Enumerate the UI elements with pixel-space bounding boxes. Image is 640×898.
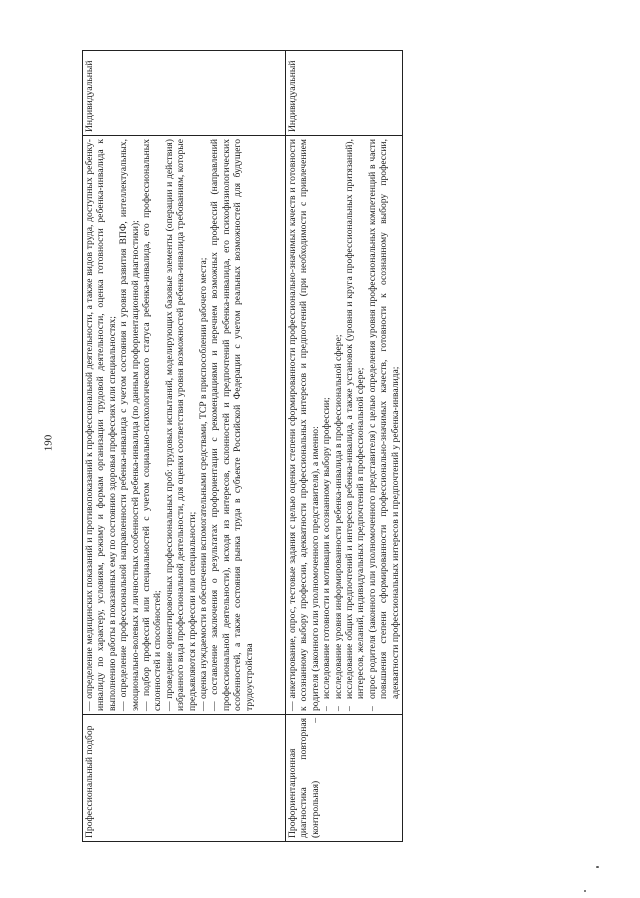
services-table [82,50,403,842]
service-type: Индивидуальный [84,60,95,132]
list-item-text: исследование уровня информированности ребенка-инвалида в профессиональной сфере; [332,334,344,699]
list-item [367,139,401,711]
list-item-text: опрос родителя (законного или уполномоченного представителя) с целью определения уровня профессиональных компетенций в части повышения степени сформированности профессионально-значимых качеств, готовности к осознанному выбору профессии, адекватности профессиональных интересов и предпочтений у ребенка-инвалида; [366,139,401,699]
content-paragraph: — проведение ориентировочных профессиональных проб: трудовых испытаний, моделирующих базовые элементы (операции и действия) избранного вида профессиональной деятельности, для оценки соответствия уровня возможностей ребенка-инвалида требованиям, которые предъявляются к профессии или специальности; [163,139,198,711]
list-dash: – [321,706,333,711]
name-dash: – [309,718,321,723]
table-row [83,51,286,842]
list-item-text: исследование готовности и мотивации к осознанному выбору профессии; [321,397,333,699]
rotated-table-wrapper [82,50,400,842]
list-item [321,139,332,711]
service-type-cell [83,51,286,136]
service-content-cell [83,136,286,715]
list-item [344,139,367,711]
list-dash: – [332,706,344,711]
content-paragraph: — составление заключения о результатах профориентации с рекомендациями и перечнем возможных профессий (направлений профессиональной деятельности), исходя из интересов, склонностей и предпочтений ребенка-инвалида, его психофизиологических особенностей, а также состояния рынка труда в субъекте Российской Федерации с учетом реальных возможностей для будущего трудоустройства [209,139,255,711]
content-paragraph: — подбор профессий или специальностей с учетом социально-психологического статуса ребенка-инвалида, его профессиональных склонностей и способностей; [141,139,164,711]
list-item [333,139,344,711]
service-name-cell [286,715,403,842]
table-row [286,51,403,842]
list-dash: – [344,706,356,711]
service-content-cell [286,136,403,715]
service-type: Индивидуальный [287,60,298,132]
scan-speck [596,866,599,868]
content-paragraph: — определение профессиональной направленности ребенка-инвалида с учетом состояния и уровня развития ВПФ, интеллектуальных, эмоционально-волевых и личностных особенностей ребенка-инвалида (по данным профориентационной диагностики); [118,139,141,711]
content-paragraph: — оценка нуждаемости в обеспечении вспомогательными средствами, ТСР в приспособлении рабочего места; [198,257,210,711]
service-name: Профориентационная диагностика повторная (контрольная) – [287,718,321,838]
service-name-cell [83,715,286,842]
list-dash: – [366,706,378,711]
list-item-text: исследование общих предпочтений и интересов ребенка-инвалида, а также установок (уровня и круга профессиональных притязаний), интересов, желаний, индивидуальных предпочтений в профессиональной сфере; [344,139,367,699]
scan-speck [584,890,586,892]
content-intro: — анкетирование, опрос, тестовые задания с целью оценки степени сформированности профессионально-значимых качеств и готовности к осознанному выбору профессии, адекватности профессиональных интересов и предпочтений (при необходимости с привлечением родителя (законного или уполномоченного представителя), а именно: [287,139,321,711]
service-type-cell [286,51,403,136]
page-number: 190 [42,434,54,452]
service-name: Профессиональный подбор [84,725,95,838]
content-paragraph: — определение медицинских показаний и противопоказаний к профессиональной деятельности, а также видов труда, доступных ребенку-инвалиду по характеру, условиям, режиму и формам организации трудовой деятельности, оценка готовности ребенка-инвалида к выполнению работы в показанных ему по состоянию здоровья профессиях или специальностях; [84,139,118,711]
